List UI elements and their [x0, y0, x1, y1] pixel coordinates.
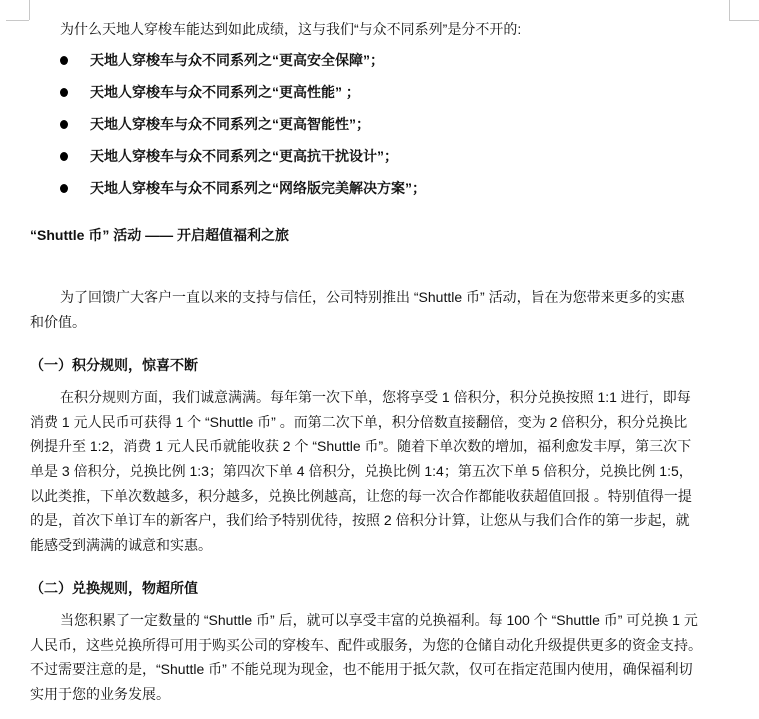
paragraph-line: 单是 3 倍积分，兑换比例 1:3；第四次下单 4 倍积分，兑换比例 1:4；第五次下单 5 倍积分，兑换比例 1:5， [30, 463, 693, 480]
paragraph-line: 为了回馈广大客户一直以来的支持与信任，公司特别推出 “Shuttle 币” 活动，旨在为您带来更多的实惠 [60, 289, 685, 305]
section-title-text: “Shuttle 币” 活动 —— 开启超值福利之旅 [30, 227, 289, 243]
paragraph-line: 以此类推，下单次数越多，积分越多，兑换比例越高，让您的每一次合作都能收获超值回报 。特别值得一提 [30, 487, 692, 504]
heading-points-rules [30, 353, 735, 378]
page-corner-mark [6, 20, 29, 21]
intro-line: 为什么天地人穿梭车能达到如此成绩，这与我们“与众不同系列”是分不开的: [60, 21, 522, 37]
paragraph-exchange-rules [30, 608, 735, 707]
bullet-text: 天地人穿梭车与众不同系列之“更高智能性”； [90, 116, 370, 132]
bullet-text: 天地人穿梭车与众不同系列之“更高性能” ； [90, 84, 360, 100]
paragraph-line: 例提升至 1:2，消费 1 元人民币就能收获 2 个 “Shuttle 币”。随着下单次数的增加，福利愈发丰厚，第三次下 [30, 438, 692, 455]
paragraph-line: 实用于您的业务发展。 [30, 686, 170, 703]
paragraph-line: 消费 1 元人民币可获得 1 个 “Shuttle 币” 。而第二次下单，积分倍数直接翻倍，变为 2 倍积分，积分兑换比 [30, 413, 688, 430]
heading-text: （一）积分规则，惊喜不断 [30, 357, 198, 373]
paragraph-line: 能感受到满满的诚意和实惠。 [30, 537, 212, 554]
bullet-icon [60, 120, 68, 129]
paragraph-line: 不过需要注意的是，“Shuttle 币” 不能兑现为现金，也不能用于抵欠款，仅可在指定范围内使用，确保福利切 [30, 661, 693, 678]
bullet-item [60, 178, 660, 198]
bullet-icon [60, 88, 68, 97]
bullet-text: 天地人穿梭车与众不同系列之“更高抗干扰设计”； [90, 148, 398, 164]
bullet-item [60, 146, 660, 166]
paragraph-line: 和价值。 [30, 313, 86, 330]
heading-text: （二）兑换规则，物超所值 [30, 580, 198, 596]
intro-paragraph [60, 17, 759, 42]
paragraph-points-rules [30, 385, 735, 558]
heading-exchange-rules [30, 576, 735, 601]
bullet-text: 天地人穿梭车与众不同系列之“更高安全保障”； [90, 52, 384, 68]
bullet-item [60, 50, 660, 70]
bullet-text: 天地人穿梭车与众不同系列之“网络版完美解决方案”； [90, 180, 426, 196]
bullet-item [60, 114, 660, 134]
bullet-icon [60, 56, 68, 65]
paragraph-line: 当您积累了一定数量的 “Shuttle 币” 后，就可以享受丰富的兑换福利。每 100 个 “Shuttle 币” 可兑换 1 元 [60, 612, 698, 628]
paragraph-line: 人民币，这些兑换所得可用于购买公司的穿梭车、配件或服务，为您的仓储自动化升级提供更多的资金支持。 [30, 636, 702, 653]
bullet-icon [60, 152, 68, 161]
paragraph-line: 的是，首次下单订车的新客户，我们给予特别优待，按照 2 倍积分计算，让您从与我们合作的第一步起，就 [30, 512, 690, 529]
bullet-item [60, 82, 660, 102]
bullet-icon [60, 184, 68, 193]
paragraph-intro-activity [30, 285, 735, 334]
page-corner-mark [29, 0, 30, 20]
paragraph-line: 在积分规则方面，我们诚意满满。每年第一次下单，您将享受 1 倍积分，积分兑换按照 1:1 进行，即每 [60, 389, 691, 405]
section-title [30, 223, 735, 248]
